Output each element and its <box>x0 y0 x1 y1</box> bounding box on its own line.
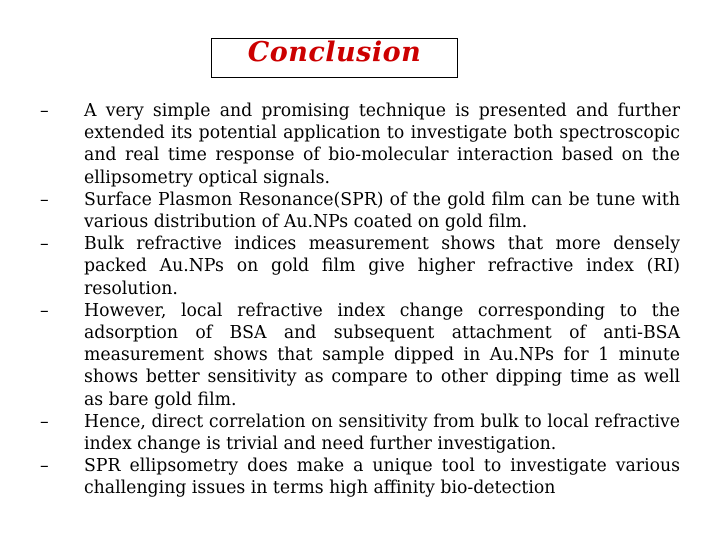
bullet-dash: – <box>40 456 49 477</box>
slide-title: Conclusion <box>247 37 422 68</box>
bullet-item <box>40 100 680 189</box>
bullet-dash: – <box>40 101 49 121</box>
bullet-dash: – <box>40 189 49 210</box>
bullet-item <box>40 411 680 455</box>
bullet-text: SPR ellipsometry does make a unique tool to investigate various challenging issues in terms high affinity bio-detection <box>84 456 680 499</box>
bullet-item <box>40 455 680 499</box>
bullet-text: However, local refractive index change corresponding to the adsorption of BSA and subsequent attachment of anti-BSA measurement shows that sample dipped in Au.NPs for 1 minute shows better sensitivity as compare to other dipping time as well as bare gold film. <box>84 300 680 410</box>
bullet-dash: – <box>40 300 49 321</box>
bullet-dash: – <box>40 234 49 255</box>
bullet-dash: – <box>40 411 49 432</box>
bullet-item <box>40 189 680 233</box>
bullet-text: Bulk refractive indices measurement shows that more densely packed Au.NPs on gold film give higher refractive index (RI) resolution. <box>84 234 680 299</box>
bullet-item <box>40 233 680 300</box>
title-box <box>211 38 458 78</box>
bullet-text: Surface Plasmon Resonance(SPR) of the gold film can be tune with various distribution of Au.NPs coated on gold film. <box>84 189 680 233</box>
bullet-text: Hence, direct correlation on sensitivity from bulk to local refractive index change is trivial and need further investigation. <box>84 411 680 455</box>
bullet-list <box>40 100 680 500</box>
bullet-text: A very simple and promising technique is presented and further extended its potential application to investigate both spectroscopic and real time response of bio-molecular interaction based on the ellipsometry optical signals. <box>84 101 680 188</box>
bullet-item <box>40 300 680 411</box>
